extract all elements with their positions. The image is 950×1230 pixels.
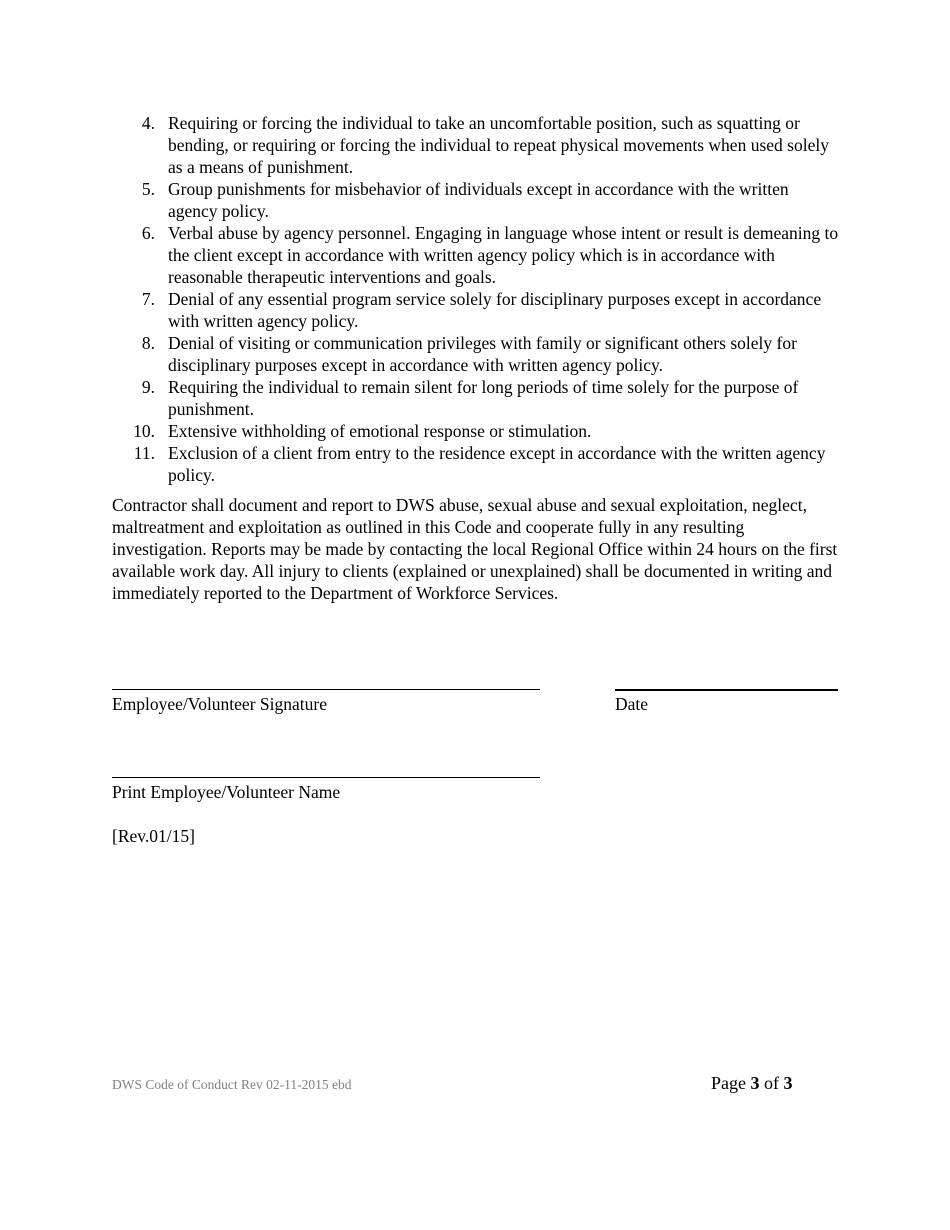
list-number: 10. bbox=[133, 421, 155, 441]
list-number: 7. bbox=[141, 289, 155, 309]
reporting-paragraph: Contractor shall document and report to DWS abuse, sexual abuse and sexual exploitation, neglect, maltreatment and exploitation as outlined in this Code and cooperate fully in any resulting investigation. Reports may be made by contacting the local Regional Office within 24 hours on the first available work day. All injury to clients (explained or unexplained) shall be documented in writing and immediately reported to the Department of Workforce Services. bbox=[112, 495, 838, 603]
list-item bbox=[112, 288, 842, 332]
list-item bbox=[112, 420, 842, 442]
page-total: 3 bbox=[783, 1073, 793, 1093]
list-text: Denial of any essential program service solely for disciplinary purposes except in accordance with written agency policy. bbox=[168, 289, 822, 331]
revision-label: [Rev.01/15] bbox=[112, 826, 195, 846]
list-number: 4. bbox=[141, 113, 155, 133]
list-text: Extensive withholding of emotional response or stimulation. bbox=[168, 421, 592, 441]
page-word: Page bbox=[711, 1073, 746, 1093]
list-number: 6. bbox=[141, 223, 155, 243]
date-label: Date bbox=[615, 694, 649, 714]
prohibited-actions-list bbox=[112, 112, 842, 486]
date-line[interactable] bbox=[615, 689, 838, 691]
signature-label: Employee/Volunteer Signature bbox=[112, 694, 327, 714]
list-item bbox=[112, 332, 842, 376]
footer-doc-id: DWS Code of Conduct Rev 02-11-2015 ebd bbox=[112, 1077, 352, 1092]
signature-line[interactable] bbox=[112, 689, 540, 690]
page-current: 3 bbox=[750, 1073, 760, 1093]
print-name-label: Print Employee/Volunteer Name bbox=[112, 782, 341, 802]
list-number: 9. bbox=[141, 377, 155, 397]
print-name-line[interactable] bbox=[112, 777, 540, 778]
list-text: Requiring or forcing the individual to take an uncomfortable position, such as squatting or bending, or requiring or forcing the individual to repeat physical movements when used solely as a means of punishment. bbox=[168, 113, 829, 177]
list-item bbox=[112, 442, 842, 486]
list-item bbox=[112, 178, 842, 222]
list-item bbox=[112, 222, 842, 288]
list-text: Requiring the individual to remain silent for long periods of time solely for the purpose of punishment. bbox=[168, 377, 799, 419]
list-number: 5. bbox=[141, 179, 155, 199]
list-text: Group punishments for misbehavior of individuals except in accordance with the written agency policy. bbox=[168, 179, 789, 221]
page-number bbox=[711, 1073, 793, 1094]
list-text: Exclusion of a client from entry to the residence except in accordance with the written agency policy. bbox=[168, 443, 826, 485]
list-item bbox=[112, 112, 842, 178]
list-number: 8. bbox=[141, 333, 155, 353]
list-text: Denial of visiting or communication privileges with family or significant others solely for disciplinary purposes except in accordance with written agency policy. bbox=[168, 333, 797, 375]
list-number: 11. bbox=[133, 443, 155, 463]
page-of: of bbox=[764, 1073, 779, 1093]
list-text: Verbal abuse by agency personnel. Engaging in language whose intent or result is demeaning to the client except in accordance with written agency policy which is in accordance with reasonable therapeutic interventions and goals. bbox=[168, 223, 839, 287]
list-item bbox=[112, 376, 842, 420]
